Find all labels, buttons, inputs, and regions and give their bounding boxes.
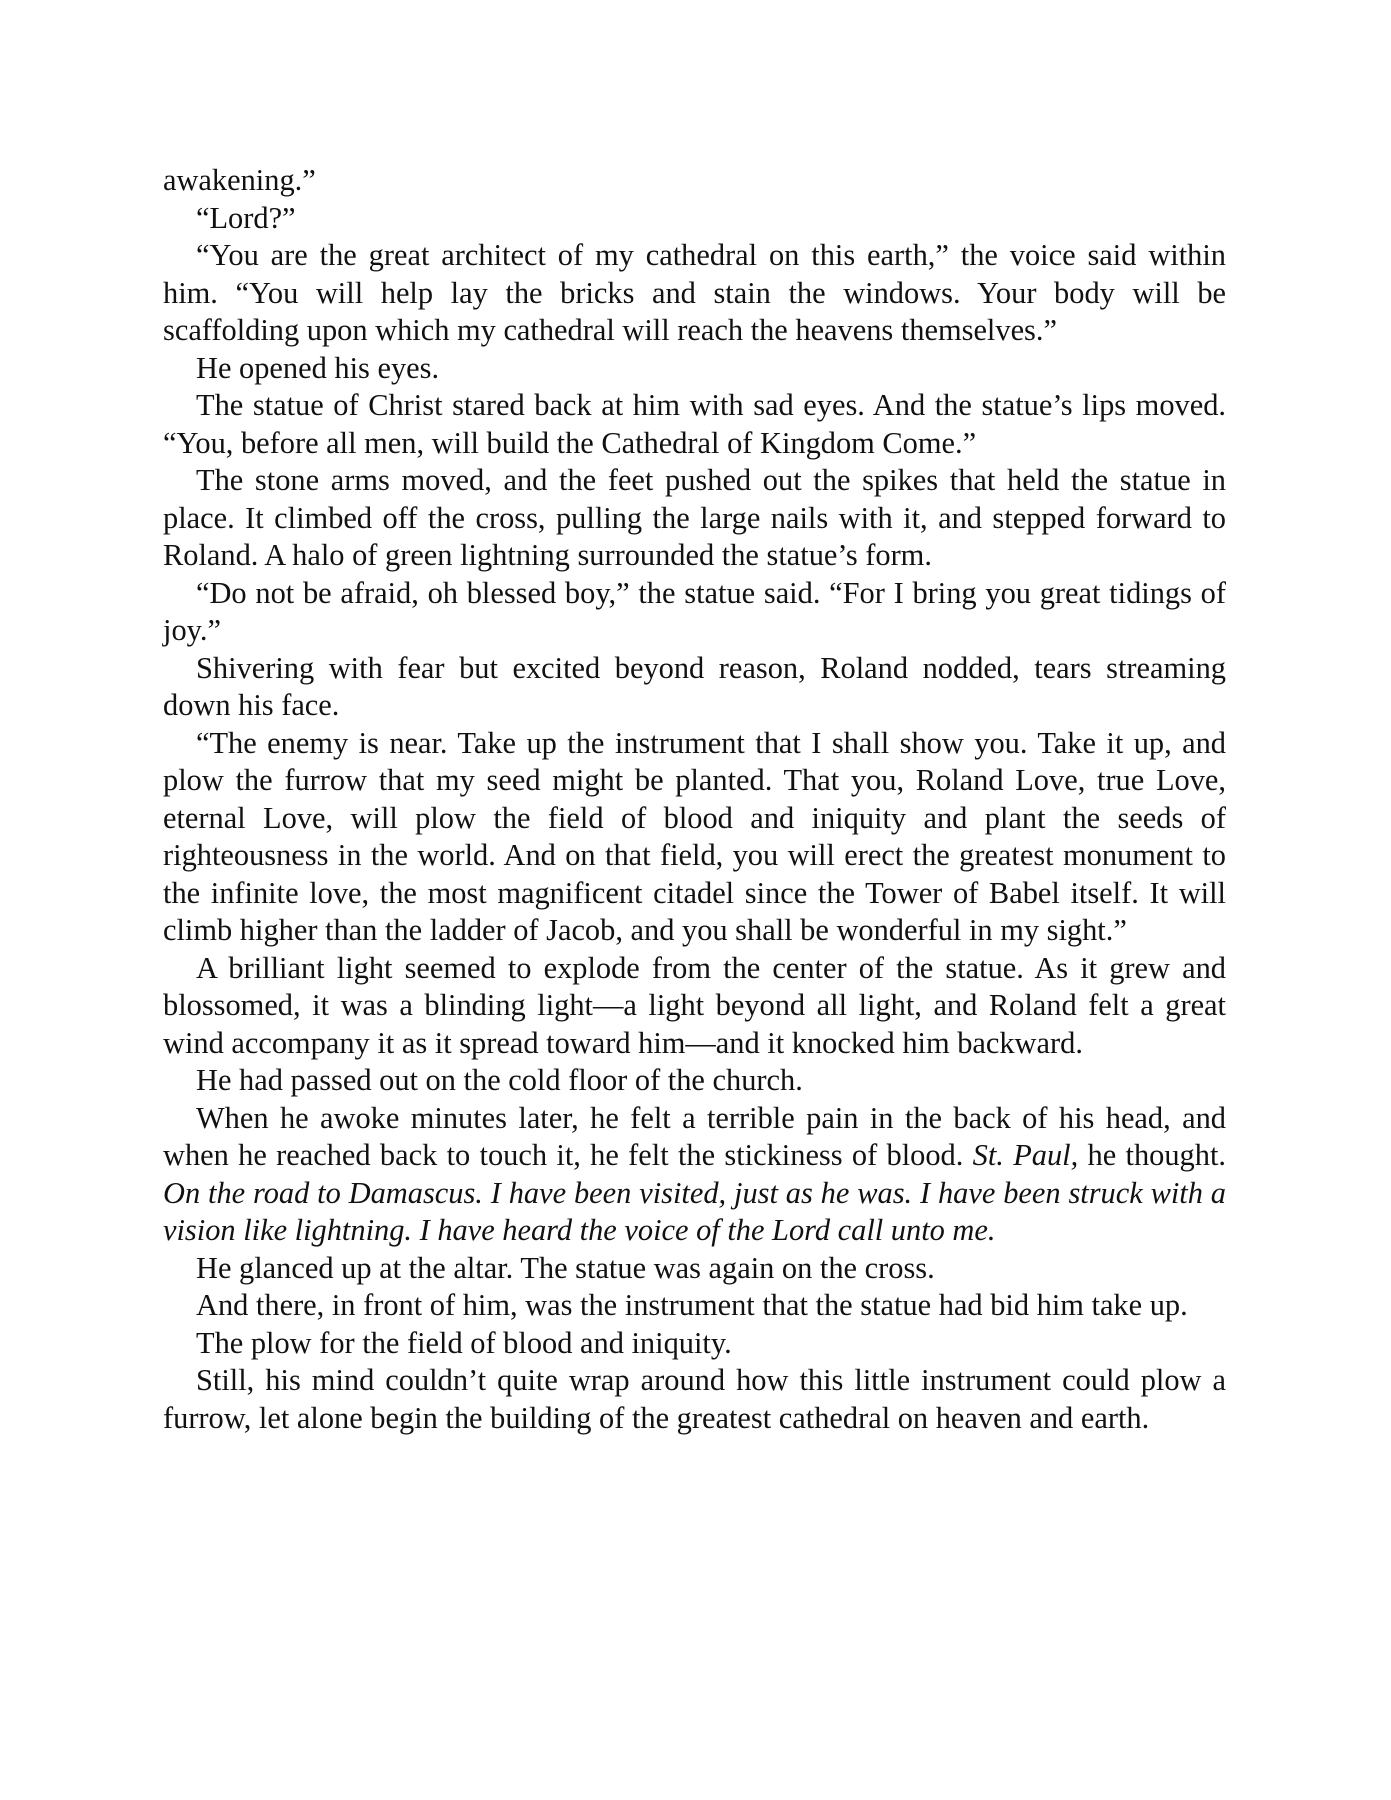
italic-text: St. Paul, [972,1138,1079,1172]
paragraph: “Lord?” [196,200,296,235]
paragraph: The plow for the field of blood and iniquity. [196,1325,732,1360]
paragraph: And there, in front of him, was the instrument that the statue had bid him take up. [196,1288,1188,1322]
paragraph: “You are the great architect of my cathedral on this earth,” the voice said within him. “You will help lay the bricks and stain the windows. Your body will be scaffolding upon which my cathedral will reach the heavens themselves.” [163,238,1226,347]
paragraph: Still, his mind couldn’t quite wrap around how this little instrument could plow a furrow, let alone begin the building of the greatest cathedral on heaven and earth. [163,1363,1226,1435]
paragraph: “The enemy is near. Take up the instrument that I shall show you. Take it up, and plow the furrow that my seed might be planted. That you, Roland Love, true Love, eternal Love, will plow the field of blood and iniquity and plant the seeds of righteousness in the world. And on that field, you will erect the greatest monument to the infinite love, the most magnificent citadel since the Tower of Babel itself. It will climb higher than the ladder of Jacob, and you shall be wonderful in my sight.” [163,725,1226,947]
paragraph: awakening.” [163,163,316,197]
paragraph: The statue of Christ stared back at him with sad eyes. And the statue’s lips moved. “You, before all men, will build the Cathedral of Kingdom Come.” [163,388,1226,460]
body-text [163,162,1226,1437]
paragraph: The stone arms moved, and the feet pushed out the spikes that held the statue in place. It climbed off the cross, pulling the large nails with it, and stepped forward to Roland. A halo of green lightning surrounded the statue’s form. [163,463,1226,572]
paragraph: He had passed out on the cold floor of the church. [196,1063,803,1097]
paragraph: “Do not be afraid, oh blessed boy,” the statue said. “For I bring you great tidings of joy.” [163,575,1226,647]
paragraph: Shivering with fear but excited beyond reason, Roland nodded, tears streaming down his face. [163,650,1226,722]
paragraph: A brilliant light seemed to explode from the center of the statue. As it grew and blossomed, it was a blinding light—a light beyond all light, and Roland felt a great wind accompany it as it spread toward him—and it knocked him backward. [163,950,1226,1060]
paragraph: He opened his eyes. [196,350,440,385]
paragraph: He glanced up at the altar. The statue was again on the cross. [196,1250,935,1285]
italic-text: On the road to Damascus. I have been visited, just as he was. I have been struck with a vision like lightning. I have heard the voice of the Lord call unto me. [163,1175,1226,1247]
paragraph: When he awoke minutes later, he felt a terrible pain in the back of his head, and when he reached back to touch it, he felt the stickiness of blood. St. Paul, he thought. On the road to Damascus. I have been visited, just as he was. I have been struck with a vision like lightning. I have heard the voice of the Lord call unto me. [163,1100,1226,1247]
